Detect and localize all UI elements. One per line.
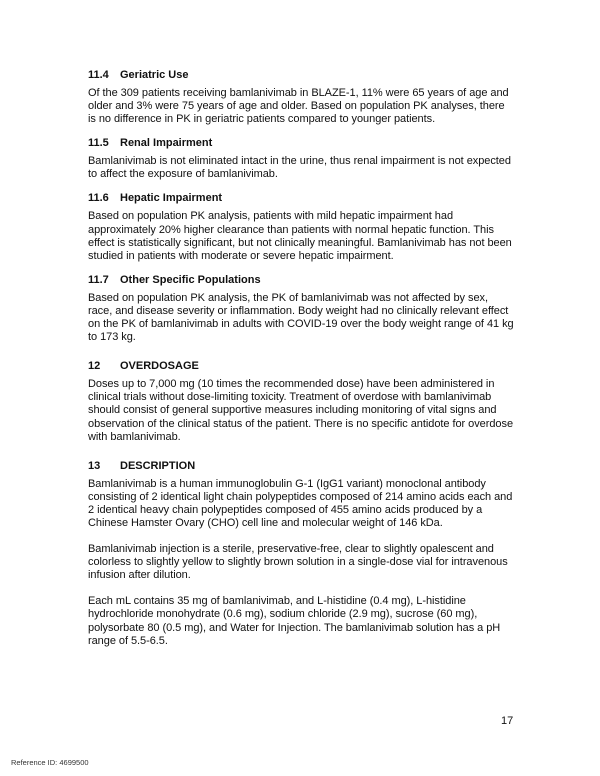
section-paragraph: Bamlanivimab is not eliminated intact in the urine, thus renal impairment is not expected to affect the exposure of bamlanivimab. (88, 155, 511, 181)
section-number: 12 (88, 360, 101, 373)
section-11-6-hepatic-impairment (88, 191, 514, 262)
document-page (88, 68, 514, 648)
section-number: 11.6 (88, 192, 109, 205)
section-title: Other Specific Populations (120, 273, 261, 286)
section-number: 11.4 (88, 69, 109, 81)
section-paragraph: Of the 309 patients receiving bamlanivimab in BLAZE-1, 11% were 65 years of age and older and 3% were 75 years of age and older. Based on population PK analyses, there is no difference in PK in geriatric patients compared to younger patients. (88, 87, 509, 126)
section-title: Renal Impairment (120, 137, 213, 150)
section-heading (88, 191, 514, 205)
section-11-7-other-specific-populations (88, 273, 514, 344)
section-paragraph: Doses up to 7,000 mg (10 times the recommended dose) have been administered in clinical trials without dose-limiting toxicity. Treatment of overdose with bamlanivimab should consist of general supportive measures including monitoring of vital signs and observation of the clinical status of the patient. There is no specific antidote for overdose with bamlanivimab. (88, 378, 514, 443)
section-number: 13 (88, 459, 101, 472)
section-13-description (88, 459, 514, 648)
section-title: OVERDOSAGE (120, 360, 199, 373)
section-paragraph: Based on population PK analysis, the PK of bamlanivimab was not affected by sex, race, and disease severity or inflammation. Body weight had no clinically relevant effect on the PK of bamlanivimab in adults with COVID-19 over the body weight range of 41 kg to 173 kg. (88, 291, 514, 344)
section-number: 11.7 (88, 273, 109, 286)
section-heading (88, 68, 514, 82)
section-11-4-geriatric-use (88, 68, 514, 126)
section-paragraph: Bamlanivimab injection is a sterile, preservative-free, clear to slightly opalescent and colorless to slightly yellow to slightly brown solution in a single-dose vial for intravenous infusion after dilution. (88, 543, 508, 582)
section-title: DESCRIPTION (120, 459, 196, 472)
section-11-5-renal-impairment (88, 136, 514, 181)
section-title: Geriatric Use (120, 69, 189, 81)
section-heading (88, 359, 514, 373)
section-paragraph: Each mL contains 35 mg of bamlanivimab, and L-histidine (0.4 mg), L-histidine hydrochloride monohydrate (0.6 mg), sodium chloride (2.9 mg), sucrose (60 mg), polysorbate 80 (0.5 mg), and Water for Injection. The bamlanivimab solution has a pH range of 5.5-6.5. (88, 595, 501, 647)
section-12-overdosage (88, 359, 514, 443)
section-paragraph: Based on population PK analysis, patients with mild hepatic impairment had approximately 20% higher clearance than patients with normal hepatic function. This effect is statistically significant, but not clinically meaningful. Bamlanivimab has not been studied in patients with moderate or severe hepatic impairment. (88, 210, 512, 262)
section-title: Hepatic Impairment (120, 192, 223, 205)
section-paragraph: Bamlanivimab is a human immunoglobulin G-1 (IgG1 variant) monoclonal antibody consisting of 2 identical light chain polypeptides composed of 214 amino acids each and 2 identical heavy chain polypeptides composed of 455 amino acids produced by a Chinese Hamster Ovary (CHO) cell line and molecular weight of 146 kDa. (88, 477, 513, 529)
page-number: 17 (501, 715, 514, 727)
reference-id: Reference ID: 4699500 (11, 758, 89, 767)
section-heading (88, 459, 514, 473)
section-number: 11.5 (88, 137, 109, 150)
section-heading (88, 136, 514, 150)
section-heading (88, 273, 514, 287)
